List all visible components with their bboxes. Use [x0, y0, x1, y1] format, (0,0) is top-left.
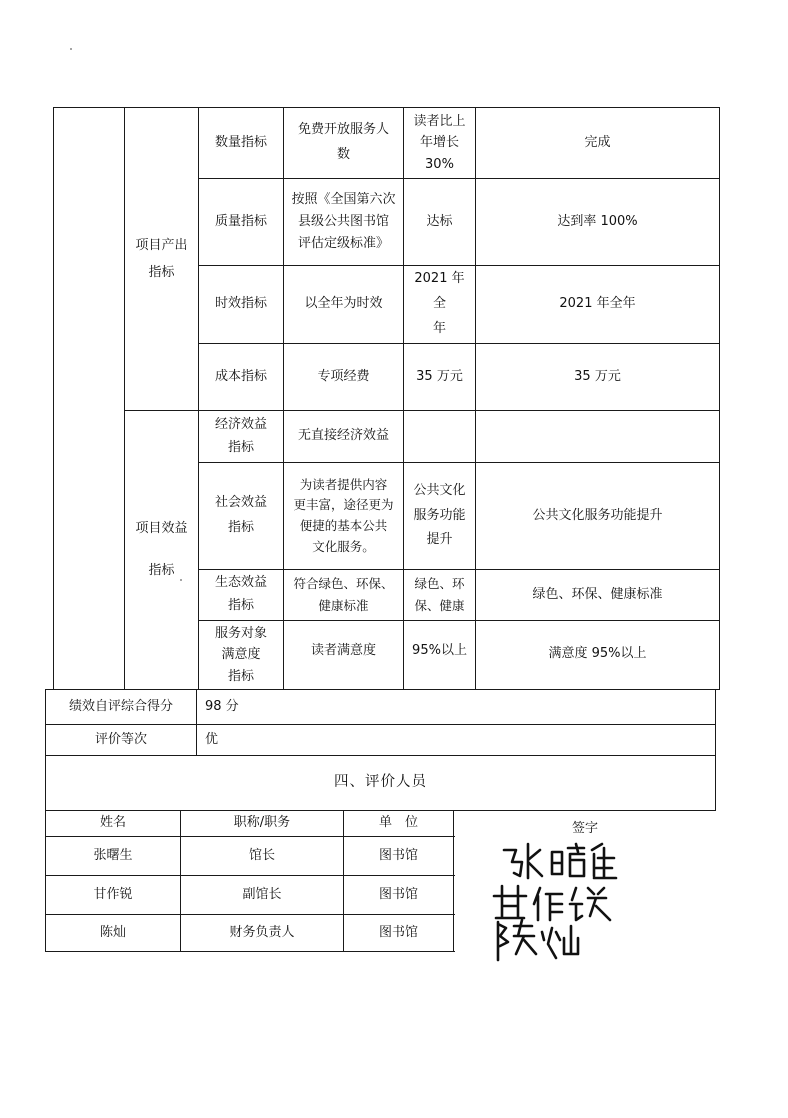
satisfaction-indicator-actual: 满意度 95%以上	[548, 645, 647, 661]
evaluator-title: 财务负责人	[229, 924, 295, 940]
header-unit: 单 位	[378, 815, 418, 831]
grade-label: 评价等次	[94, 731, 147, 747]
satisfaction-indicator-content: 读者满意度	[310, 642, 376, 658]
header-name: 姓名	[99, 815, 126, 831]
score-value: 98 分	[205, 698, 239, 714]
social-indicator-actual: 公共文化服务功能提升	[532, 507, 663, 523]
timeliness-indicator-target: 2021 年全 年	[414, 271, 465, 336]
signature-zhang-shusheng	[498, 840, 618, 884]
outer-right-border	[719, 107, 720, 689]
satisfaction-indicator-type: 服务对象 满意度 指标	[214, 625, 267, 684]
quantity-indicator-actual: 完成	[584, 134, 611, 150]
section-title: 四、评价人员	[334, 774, 427, 791]
outer-left-border	[53, 107, 54, 689]
quality-indicator-type: 质量指标	[214, 213, 267, 229]
scan-speck	[180, 579, 182, 581]
economic-indicator-type: 经济效益 指标	[214, 416, 267, 455]
evaluator-name: 陈灿	[99, 924, 126, 940]
ecological-indicator-content: 符合绿色、环保、 健康标准	[293, 576, 394, 613]
cost-indicator-target: 35 万元	[416, 368, 463, 384]
benefit-indicators-label: 项目效益 指标	[135, 521, 188, 578]
quality-indicator-actual: 达到率 100%	[557, 213, 638, 229]
economic-indicator-content: 无直接经济效益	[297, 428, 389, 444]
quantity-indicator-target: 读者比上 年增长 30%	[413, 113, 466, 172]
bottom-border	[45, 951, 455, 952]
grade-value: 优	[205, 731, 219, 747]
social-indicator-content: 为读者提供内容 更丰富，途径更为 便捷的基本公共 文化服务。	[293, 476, 394, 554]
timeliness-indicator-content: 以全年为时效	[304, 296, 383, 312]
cost-indicator-actual: 35 万元	[574, 368, 621, 384]
output-indicators-label: 项目产出 指标	[135, 237, 188, 280]
scan-speck	[70, 48, 72, 50]
ecological-indicator-type: 生态效益 指标	[214, 575, 267, 613]
cost-indicator-content: 专项经费	[317, 368, 370, 384]
evaluator-unit: 图书馆	[378, 886, 418, 902]
evaluator-name: 张曙生	[93, 847, 133, 863]
ecological-indicator-target: 绿色、环 保、健康	[414, 576, 465, 613]
social-indicator-type: 社会效益 指标	[214, 495, 267, 535]
evaluator-title: 馆长	[248, 847, 275, 863]
satisfaction-indicator-target: 95%以上	[412, 642, 467, 658]
timeliness-indicator-actual: 2021 年全年	[559, 296, 636, 312]
header-title: 职称/职务	[233, 815, 291, 831]
cost-indicator-type: 成本指标	[214, 368, 267, 384]
quantity-indicator-content: 免费开放服务人 数	[297, 122, 389, 162]
ecological-indicator-actual: 绿色、环保、健康标准	[532, 586, 663, 602]
economic-indicator-target	[404, 411, 475, 462]
lower-right-border	[715, 689, 716, 810]
evaluator-unit: 图书馆	[378, 847, 418, 863]
evaluator-title: 副馆长	[242, 886, 282, 902]
quality-indicator-content: 按照《全国第六次 县级公共图书馆 评估定级标准》	[291, 191, 396, 252]
social-indicator-target: 公共文化 服务功能 提升	[413, 482, 466, 548]
quantity-indicator-type: 数量指标	[214, 134, 267, 150]
quality-indicator-target: 达标	[426, 213, 453, 229]
evaluator-name: 甘作锐	[93, 886, 133, 902]
signature-chen-can	[492, 918, 582, 962]
evaluator-unit: 图书馆	[378, 924, 418, 940]
score-label: 绩效自评综合得分	[68, 698, 173, 714]
economic-indicator-actual	[476, 411, 719, 462]
header-signature: 签字	[571, 820, 598, 836]
timeliness-indicator-type: 时效指标	[214, 296, 267, 312]
